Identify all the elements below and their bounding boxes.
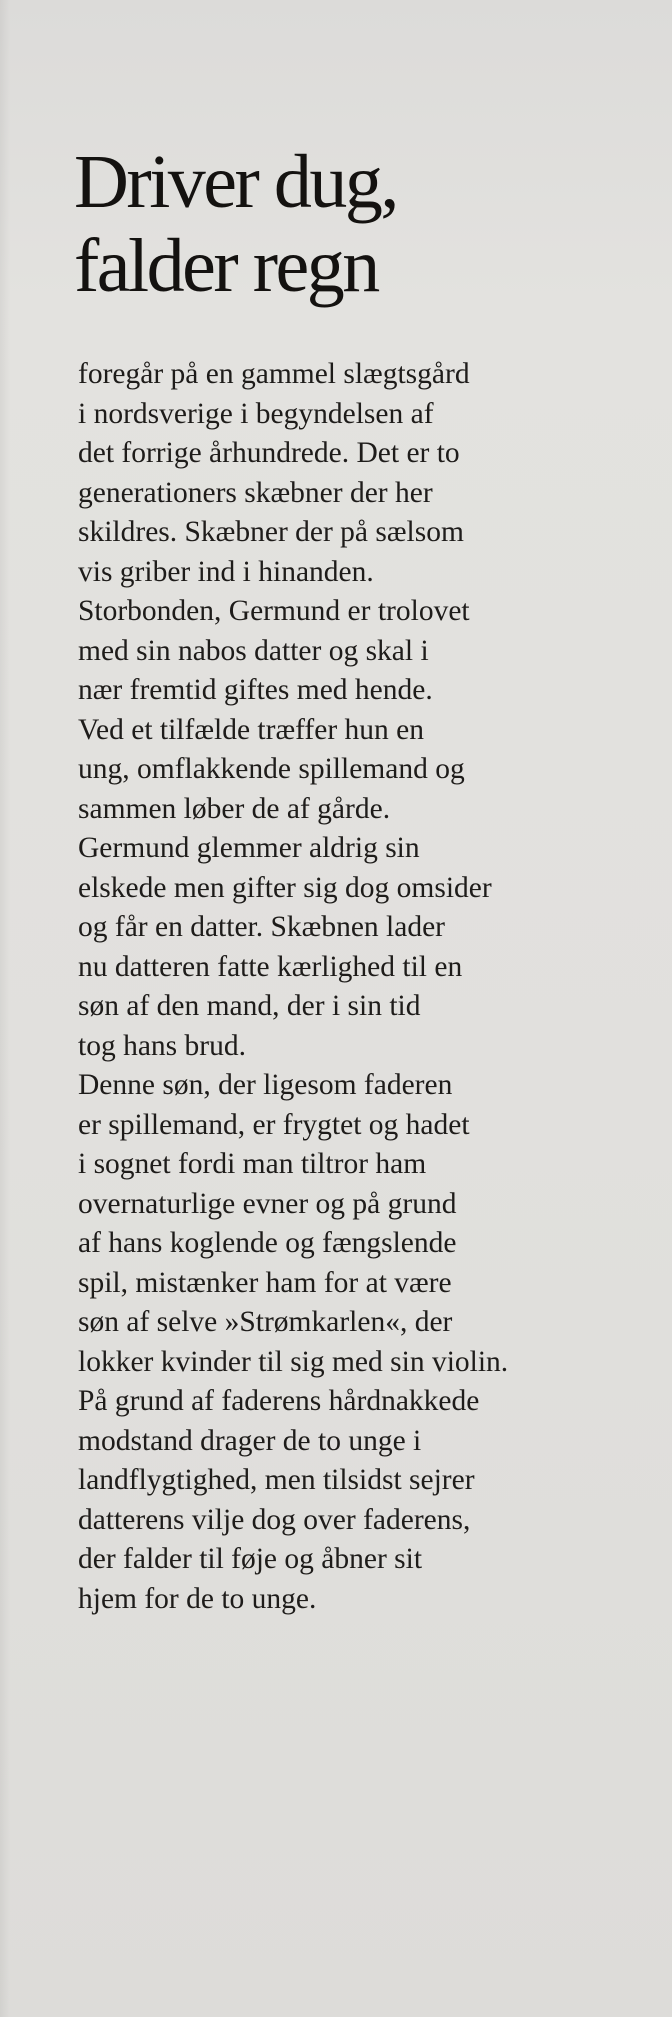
blurb-line: der falder til føje og åbner sit (78, 1543, 423, 1575)
blurb-line: lokker kvinder til sig med sin violin. (78, 1345, 509, 1378)
blurb-line: det forrige århundrede. Det er to (78, 437, 460, 469)
blurb-line: søn af den mand, der i sin tid (78, 990, 421, 1022)
blurb-line: af hans koglende og fængslende (78, 1227, 457, 1259)
blurb-line: spil, mistænker ham for at være (78, 1266, 452, 1299)
blurb-line: i sognet fordi man tiltror ham (78, 1148, 427, 1180)
blurb-line: generationers skæbner der her (78, 476, 433, 509)
blurb-line: i nordsverige i begyndelsen af (78, 397, 434, 430)
blurb-line: nu datteren fatte kærlighed til en (78, 950, 463, 983)
blurb-line: datterens vilje dog over faderens, (78, 1503, 471, 1536)
book-title-line-2: falder regn (74, 224, 378, 308)
blurb-line: Denne søn, der ligesom faderen (78, 1069, 453, 1101)
blurb-line: landflygtighed, men tilsidst sejrer (78, 1464, 475, 1496)
blurb-line: Storbonden, Germund er trolovet (78, 595, 470, 627)
blurb-line: hjem for de to unge. (78, 1582, 317, 1615)
blurb-line: foregår på en gammel slægtsgård (78, 358, 470, 390)
blurb-line: overnaturlige evner og på grund (78, 1187, 457, 1220)
blurb-line: er spillemand, er frygtet og hadet (78, 1108, 470, 1141)
book-title-line-1: Driver dug, (74, 140, 397, 224)
blurb-line: og får en datter. Skæbnen lader (78, 911, 445, 943)
blurb-line: vis griber ind i hinanden. (78, 555, 374, 588)
blurb-text (78, 355, 578, 1619)
blurb-line: Ved et tilfælde træffer hun en (78, 713, 424, 746)
blurb-line: elskede men gifter sig dog omsider (78, 871, 492, 904)
blurb-line: På grund af faderens hårdnakkede (78, 1385, 480, 1417)
blurb-line: Germund glemmer aldrig sin (78, 832, 420, 864)
blurb-line: med sin nabos datter og skal i (78, 634, 429, 667)
blurb-line: skildres. Skæbner der på sælsom (78, 516, 464, 548)
spine-shadow (0, 0, 10, 2017)
book-title (74, 140, 634, 308)
blurb-line: nær fremtid giftes med hende. (78, 674, 433, 706)
blurb-line: tog hans brud. (78, 1029, 246, 1062)
blurb-line: søn af selve »Strømkarlen«, der (78, 1306, 453, 1338)
blurb-line: modstand drager de to unge i (78, 1424, 422, 1457)
blurb-line: sammen løber de af gårde. (78, 792, 391, 825)
blurb-line: ung, omflakkende spillemand og (78, 753, 465, 785)
